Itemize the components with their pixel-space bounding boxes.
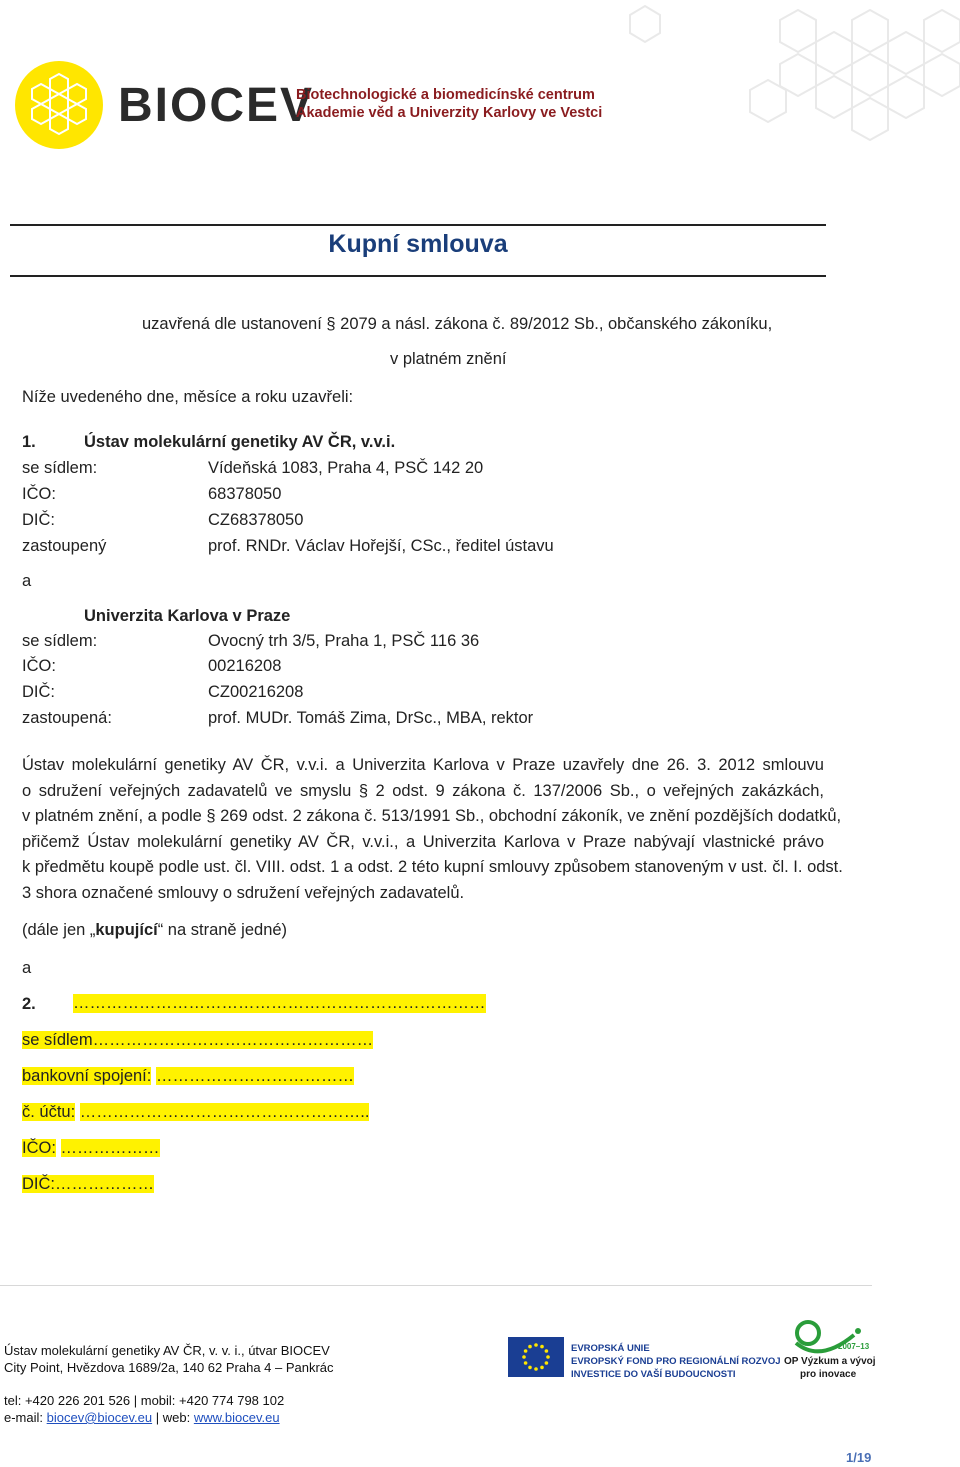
footer-web-label: web: (162, 1410, 191, 1425)
party1b-seat-label: se sídlem: (22, 632, 98, 650)
party2-dic-blank: ……………… (55, 1175, 154, 1193)
footer-email-label: e-mail: (4, 1410, 44, 1425)
party2-bank-label: bankovní spojení: (22, 1067, 152, 1085)
party1-number: 1. (22, 433, 36, 451)
eu-flag-icon (508, 1337, 564, 1377)
brand-name: BIOCEV (118, 79, 315, 132)
party2-dic-label: DIČ: (22, 1175, 55, 1193)
party1-rep-value: prof. RNDr. Václav Hořejší, CSc., ředitel ústavu (208, 537, 554, 555)
party2-seat (22, 1031, 373, 1050)
brand-subtitle-line2: Akademie věd a Univerzity Karlovy ve Vestci (296, 105, 603, 121)
conjunction-a-1: a (22, 572, 32, 590)
buyer-note-before: (dále jen „ (22, 921, 96, 939)
party2-account (22, 1103, 369, 1122)
buyer-note-after: “ na straně jedné) (157, 921, 288, 939)
party1b-ico-label: IČO: (22, 657, 56, 675)
paragraph-line: k předmětu koupě podle ust. čl. VIII. odst. 1 a odst. 2 této kupní smlouvy způsobem stanoveným v ust. čl. I. odst. (22, 858, 843, 877)
party1-name: Ústav molekulární genetiky AV ČR, v.v.i. (84, 433, 396, 451)
party2-ico-label: IČO: (22, 1139, 56, 1157)
footer-web-line (4, 1410, 280, 1425)
party1b-name: Univerzita Karlova v Praze (84, 607, 291, 625)
party1-ico-label: IČO: (22, 485, 56, 503)
party1b-ico-value: 00216208 (208, 657, 282, 675)
footer-web-link[interactable]: www.biocev.eu (193, 1410, 280, 1425)
eu-text-line2: EVROPSKÝ FOND PRO REGIONÁLNÍ ROZVOJ (571, 1356, 781, 1367)
paragraph-line: přičemž Ústav molekulární genetiky AV ČR, v.v.i., a Univerzita Karlova v Praze nabývají vlastnické právo (22, 832, 824, 851)
footer-contact: tel: +420 226 201 526 | mobil: +420 774 798 102 (4, 1393, 285, 1408)
biocev-logo (14, 60, 104, 150)
party1b-rep-label: zastoupená: (22, 709, 112, 727)
footer-org-line1: Ústav molekulární genetiky AV ČR, v. v. i., útvar BIOCEV (4, 1343, 330, 1358)
footer-separator: | (155, 1410, 160, 1425)
eu-text-line1: EVROPSKÁ UNIE (571, 1343, 650, 1354)
buyer-note (22, 921, 287, 940)
intro-text: Níže uvedeného dne, měsíce a roku uzavřeli: (22, 388, 354, 406)
party2-account-blank: …………………………………………….. (79, 1103, 370, 1121)
footer-divider (0, 1285, 872, 1286)
background-hex-pattern (600, 0, 960, 190)
paragraph-line: o sdružení veřejných zadavatelů ve smyslu § 2 odst. 9 zákona č. 137/2006 Sb., o veřejných zakázkách, (22, 781, 824, 800)
party2-seat-blank: …………………………………………… (92, 1031, 374, 1049)
party2-ico (22, 1139, 160, 1158)
party2-dic (22, 1175, 154, 1194)
party2-account-label: č. účtu: (22, 1103, 76, 1121)
op-line2: pro inovace (800, 1369, 857, 1380)
party1b-rep-value: prof. MUDr. Tomáš Zima, DrSc., MBA, rektor (208, 709, 534, 727)
party1b-dic-value: CZ00216208 (208, 683, 304, 701)
party1-seat-value: Vídeňská 1083, Praha 4, PSČ 142 20 (208, 459, 484, 477)
party2-bank (22, 1067, 354, 1086)
party2-bank-blank: ……………………………… (155, 1067, 354, 1085)
party1-rep-label: zastoupený (22, 537, 107, 555)
document-subtitle-line1: uzavřená dle ustanovení § 2079 a násl. zákona č. 89/2012 Sb., občanského zákoníku, (142, 315, 773, 333)
party1b-seat-value: Ovocný trh 3/5, Praha 1, PSČ 116 36 (208, 632, 480, 650)
op-years: 2007–13 (838, 1342, 870, 1351)
party1-dic-label: DIČ: (22, 511, 55, 529)
party2-ico-blank: ……………… (60, 1139, 160, 1157)
op-line1: OP Výzkum a vývoj (784, 1356, 876, 1367)
footer-email-link[interactable]: biocev@biocev.eu (46, 1410, 153, 1425)
document-subtitle-line2: v platném znění (390, 350, 507, 368)
party2-number: 2. (22, 995, 36, 1013)
party1b-dic-label: DIČ: (22, 683, 55, 701)
conjunction-a-2: a (22, 959, 32, 977)
party2-seat-label: se sídlem (22, 1031, 93, 1049)
paragraph-line: v platném znění, a podle § 269 odst. 2 zákona č. 513/1991 Sb., obchodní zákoník, ve znění pozdějších dodatků, (22, 807, 842, 826)
paragraph-line: Ústav molekulární genetiky AV ČR, v.v.i. a Univerzita Karlova v Praze uzavřely dne 26. 3. 2012 smlouvu (22, 756, 824, 774)
title-top-rule (10, 224, 826, 226)
paragraph-line: 3 shora označené smlouvy o sdružení veřejných zadavatelů. (22, 883, 465, 902)
party1-seat-label: se sídlem: (22, 459, 98, 477)
title-bottom-rule (10, 275, 826, 277)
brand-subtitle-line1: Biotechnologické a biomedicínské centrum (296, 87, 595, 103)
party2-name-blank: ………………………………………………………………… (73, 994, 486, 1012)
eu-text-line3: INVESTICE DO VAŠÍ BUDOUCNOSTI (571, 1369, 736, 1380)
footer-org-line2: City Point, Hvězdova 1689/2a, 140 62 Praha 4 – Pankrác (4, 1360, 334, 1375)
document-title: Kupní smlouva (328, 230, 508, 258)
party1-dic-value: CZ68378050 (208, 511, 304, 529)
buyer-note-term: kupující (95, 921, 158, 939)
agreement-paragraph (22, 753, 843, 907)
party1-ico-value: 68378050 (208, 485, 282, 503)
page-number: 1/19 (846, 1450, 872, 1465)
